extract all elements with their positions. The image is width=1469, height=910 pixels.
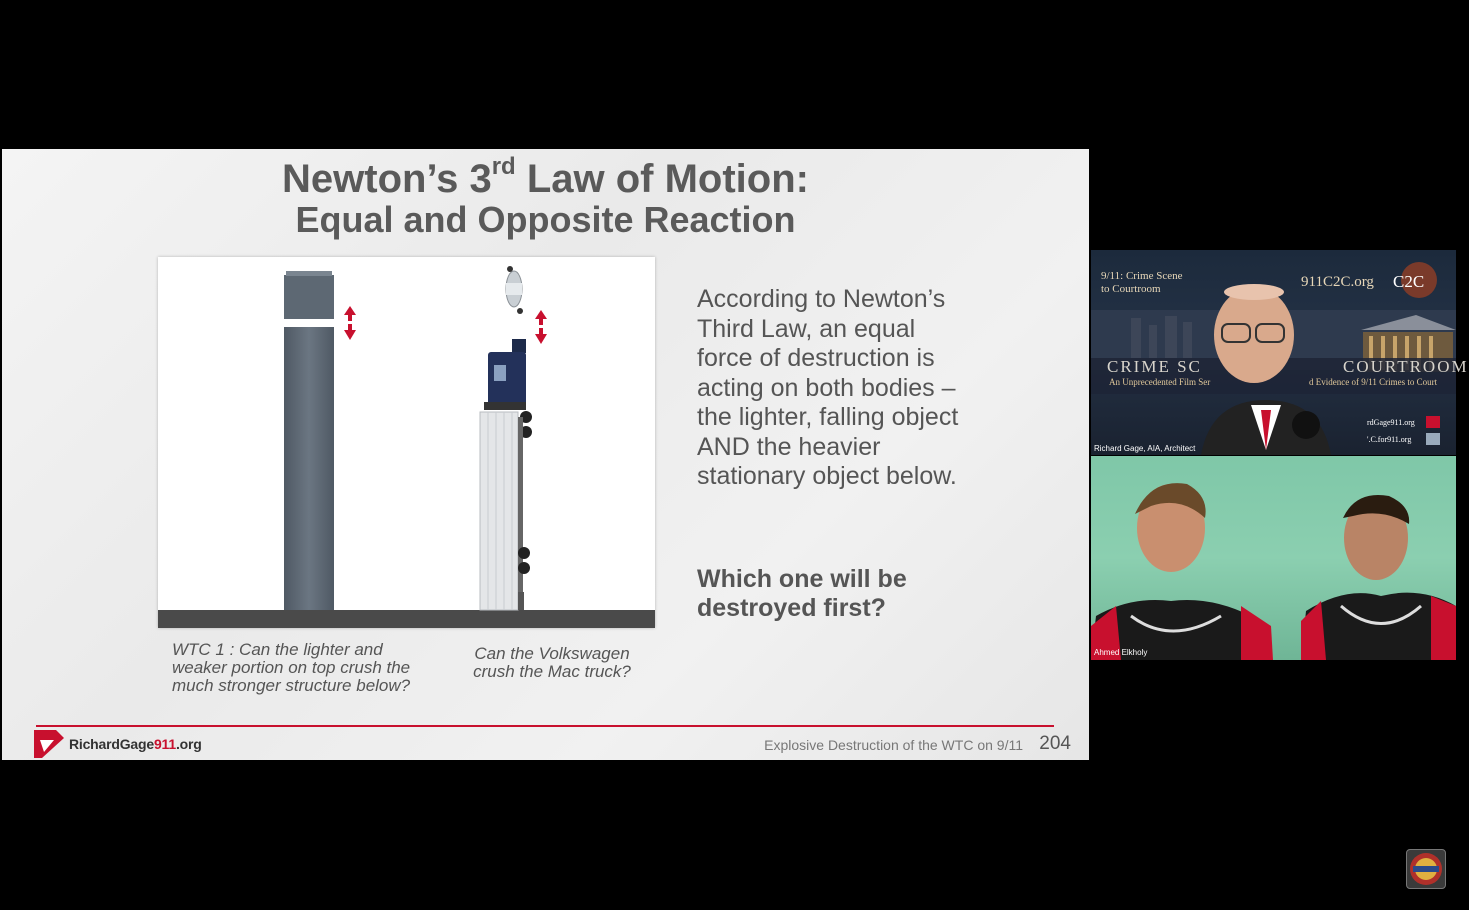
speaker-name-label: Richard Gage, AIA, Architect: [1094, 444, 1196, 453]
guest-name-label: Ahmed Elkholy: [1094, 648, 1148, 657]
reaction-arrows-tower: [344, 306, 356, 340]
video-feed-guests: [1091, 456, 1456, 660]
show-title: 9/11: Crime Scene to Courtroom: [1101, 270, 1183, 295]
reaction-arrows-truck: [535, 310, 547, 344]
microphone-icon: [1292, 411, 1320, 439]
footer-rule: [36, 725, 1054, 727]
guests-background: [1091, 456, 1456, 660]
show-site: 911C2C.org: [1301, 274, 1374, 290]
title-superscript: rd: [491, 152, 516, 180]
show-badge: C2C: [1393, 272, 1425, 291]
caption-volkswagen: Can the Volkswagen crush the Mac truck?: [473, 644, 631, 681]
channel-logo-icon[interactable]: [1406, 849, 1446, 889]
title-part: Newton’s 3: [282, 157, 492, 201]
tower-vs-truck-illustration: [158, 257, 655, 628]
footer-logo: [34, 731, 202, 757]
logo-text-accent: 911: [153, 736, 176, 752]
logo-text-prefix: RichardGage: [69, 736, 154, 752]
slide-title: [2, 152, 1089, 203]
slide-body-text: According to Newton’s Third Law, an equal force of destruction is acting on both bodies – the lighter, falling object AND the heavier stationary object below.: [697, 285, 959, 490]
link-1: rdGage911.org: [1367, 418, 1415, 427]
title-part: Law of Motion:: [515, 157, 809, 201]
link-2: '.C.for911.org: [1367, 435, 1412, 444]
slide-subtitle: Equal and Opposite Reaction: [295, 199, 796, 240]
banner-right: COURTROOM: [1343, 357, 1469, 376]
slide-question: Which one will be destroyed first?: [697, 565, 907, 622]
banner-left: CRIME SC: [1107, 357, 1202, 376]
presentation-slide: [2, 149, 1089, 760]
volkswagen-car: [506, 266, 523, 314]
page-number: 204: [1039, 733, 1071, 754]
ground-bar: [158, 610, 655, 628]
mac-truck: [480, 339, 532, 610]
footer-caption: Explosive Destruction of the WTC on 9/11: [764, 737, 1023, 753]
speaker-head: [1214, 287, 1294, 383]
video-feed-speaker: [1091, 250, 1469, 455]
subtitle-left: An Unprecedented Film Ser: [1109, 377, 1211, 387]
caption-wtc: WTC 1 : Can the lighter and weaker portion on top crush the much stronger structure below?: [172, 640, 411, 695]
subtitle-right: d Evidence of 9/11 Crimes to Court: [1309, 377, 1438, 387]
logo-text: [69, 736, 202, 752]
comparison-figure: [158, 257, 655, 628]
richardgage-logo-icon: [34, 730, 64, 758]
tower-top-block: [284, 275, 334, 319]
logo-text-suffix: .org: [175, 736, 202, 752]
channel-badge-icon: [1407, 850, 1445, 888]
